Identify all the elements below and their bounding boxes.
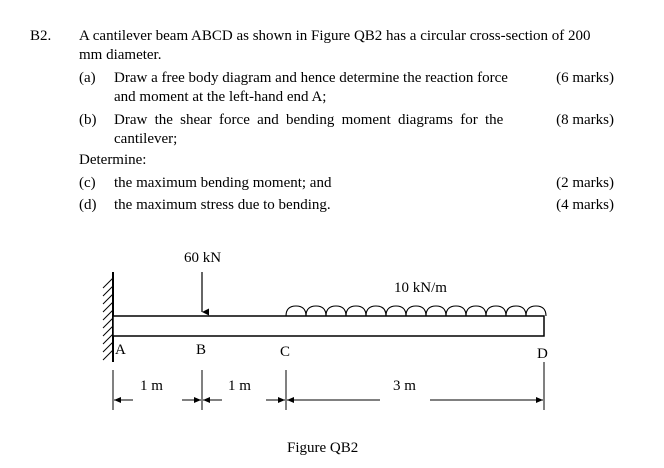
- part-d-text: the maximum stress due to bending.: [114, 197, 331, 213]
- dimension-ticks: [113, 362, 544, 410]
- part-c-label: (c): [79, 175, 96, 191]
- part-b-marks: (8 marks): [556, 112, 614, 128]
- fixed-support-wall: [103, 272, 113, 362]
- part-b-line1: Draw the shear force and bending moment diagrams for the: [114, 112, 504, 128]
- distributed-load-label: 10 kN/m: [394, 280, 447, 296]
- part-d-label: (d): [79, 197, 97, 213]
- point-c-label: C: [280, 344, 291, 360]
- part-c-marks: (2 marks): [556, 175, 614, 191]
- point-d-label: D: [537, 346, 548, 362]
- question-number: B2.: [30, 28, 52, 44]
- dim-ab-label: 1 m: [140, 378, 163, 394]
- part-a-label: (a): [79, 70, 96, 86]
- dim-bc-label: 1 m: [228, 378, 251, 394]
- part-a-marks: (6 marks): [556, 70, 614, 86]
- part-c-text: the maximum bending moment; and: [114, 175, 332, 191]
- part-a-line1: Draw a free body diagram and hence determine the reaction force: [114, 70, 508, 86]
- question-intro-line2: mm diameter.: [79, 47, 162, 63]
- point-b-label: B: [196, 342, 207, 358]
- part-b-label: (b): [79, 112, 97, 128]
- part-a-line2: and moment at the left-hand end A;: [114, 89, 327, 105]
- dim-cd-label: 3 m: [393, 378, 416, 394]
- figure-caption: Figure QB2: [287, 440, 359, 456]
- distributed-load-coil: [286, 306, 546, 316]
- point-a-label: A: [115, 342, 126, 358]
- determine-label: Determine:: [79, 152, 147, 168]
- part-b-line2: cantilever;: [114, 131, 178, 147]
- cantilever-beam: [113, 316, 544, 336]
- question-intro-line1: A cantilever beam ABCD as shown in Figure QB2 has a circular cross-section of 200: [79, 28, 591, 44]
- point-load-label: 60 kN: [184, 250, 222, 266]
- part-d-marks: (4 marks): [556, 197, 614, 213]
